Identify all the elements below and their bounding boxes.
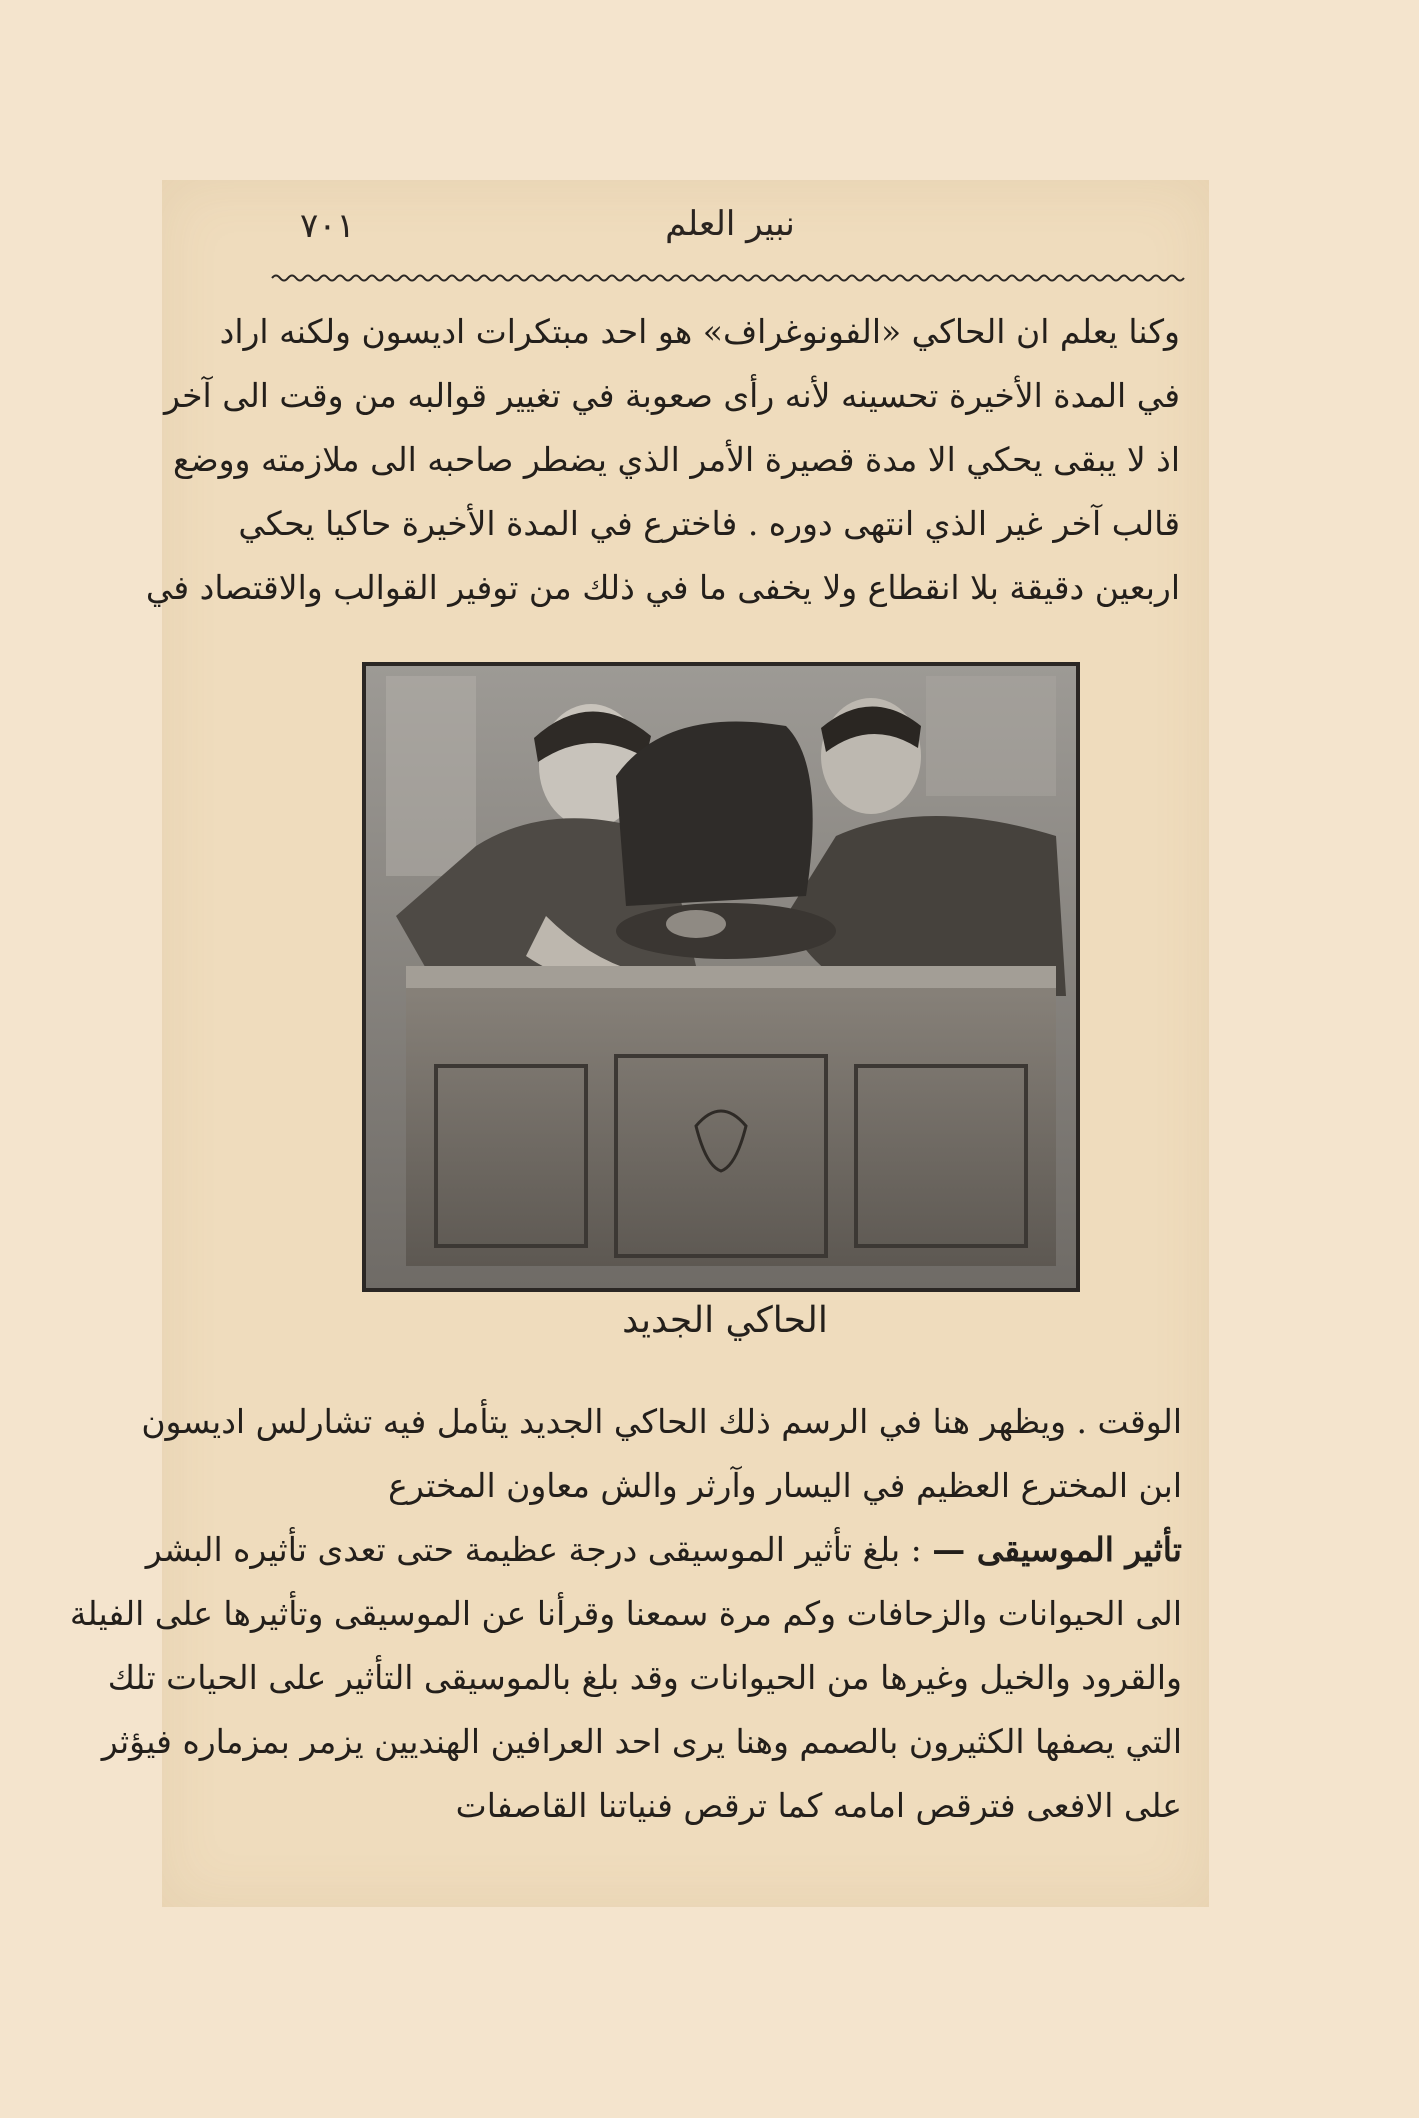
bottom-paragraph bbox=[69, 1390, 1182, 1838]
text-line: ابن المخترع العظيم في اليسار وآرثر والش معاون المخترع bbox=[388, 1466, 1182, 1505]
text-line: اذ لا يبقى يحكي الا مدة قصيرة الأمر الذي يضطر صاحبه الى ملازمته ووضع bbox=[173, 440, 1180, 479]
phonograph-photo bbox=[362, 662, 1080, 1292]
text-line: قالب آخر غير الذي انتهى دوره . فاخترع في المدة الأخيرة حاكيا يحكي bbox=[238, 504, 1180, 543]
photo-illustration bbox=[366, 666, 1076, 1288]
text-line: وكنا يعلم ان الحاكي «الفونوغراف» هو احد مبتكرات اديسون ولكنه اراد bbox=[219, 312, 1180, 351]
running-title: نبير العلم bbox=[665, 204, 795, 244]
top-paragraph bbox=[145, 300, 1180, 620]
decorative-rule bbox=[272, 272, 1188, 284]
text-line: اربعين دقيقة بلا انقطاع ولا يخفى ما في ذلك من توفير القوالب والاقتصاد في bbox=[145, 568, 1180, 607]
section-text: : بلغ تأثير الموسيقى درجة عظيمة حتى تعدى تأثيره البشر bbox=[145, 1530, 922, 1569]
text-line: على الافعى فترقص امامه كما ترقص فنياتنا القاصفات bbox=[455, 1786, 1182, 1825]
photo-caption: الحاكي الجديد bbox=[622, 1300, 828, 1341]
text-line: والقرود والخيل وغيرها من الحيوانات وقد بلغ بالموسيقى التأثير على الحيات تلك bbox=[107, 1658, 1182, 1697]
text-line bbox=[145, 1518, 1182, 1582]
page-number: ٧٠١ bbox=[300, 206, 355, 246]
text-line: الى الحيوانات والزحافات وكم مرة سمعنا وقرأنا عن الموسيقى وتأثيرها على الفيلة bbox=[69, 1594, 1182, 1633]
text-line: في المدة الأخيرة تحسينه لأنه رأى صعوبة في تغيير قوالبه من وقت الى آخر bbox=[163, 376, 1180, 415]
page-header bbox=[270, 200, 1190, 260]
text-line: التي يصفها الكثيرون بالصمم وهنا يرى احد العرافين الهنديين يزمر بمزماره فيؤثر bbox=[101, 1722, 1182, 1761]
text-line: الوقت . ويظهر هنا في الرسم ذلك الحاكي الجديد يتأمل فيه تشارلس اديسون bbox=[141, 1402, 1182, 1441]
section-heading: تأثير الموسيقى — bbox=[932, 1530, 1182, 1569]
